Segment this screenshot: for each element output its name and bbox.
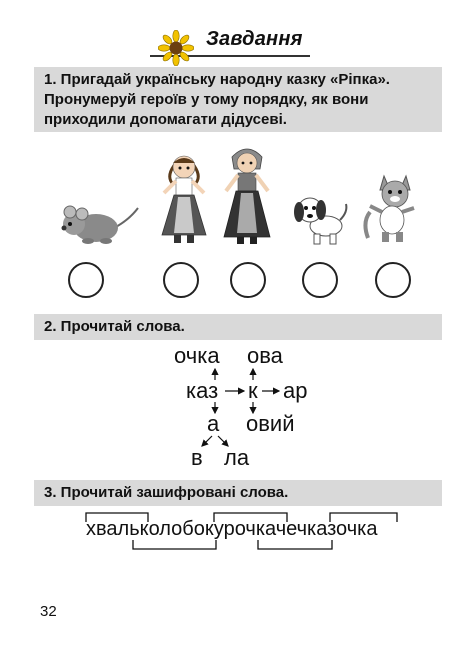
task-3-instruction: 3. Прочитай зашифровані слова. [34, 480, 442, 506]
scheme-word-mid-center: к [248, 378, 258, 403]
task-1-instruction: 1. Пригадай українську народну казку «Ріпка». Пронумеруй героїв у тому порядку, як вони приходили допомагати дідусеві. [34, 67, 442, 132]
scheme-word-bottom-right: ла [224, 445, 250, 470]
bracket-bottom-2 [258, 540, 332, 549]
scheme-word-low-right: овий [246, 411, 295, 436]
scheme-word-mid-right: ар [283, 378, 308, 403]
bracket-top-2 [214, 513, 287, 522]
encoded-words: хвальколобокурочкачечказочка [86, 518, 378, 540]
scheme-word-low-left: а [207, 411, 220, 436]
bracket-top-1 [86, 513, 148, 522]
header-title: Завдання [206, 28, 303, 50]
scheme-word-mid-left: каз [186, 378, 219, 403]
scheme-word-top-right: ова [247, 343, 283, 368]
page-number: 32 [40, 603, 57, 620]
scheme-word-bottom-left: в [191, 445, 203, 470]
bracket-bottom-1 [133, 540, 216, 549]
scheme-word-top-left: очка [174, 343, 220, 368]
task-2-instruction: 2. Прочитай слова. [34, 314, 442, 340]
bracket-top-3 [330, 513, 397, 522]
